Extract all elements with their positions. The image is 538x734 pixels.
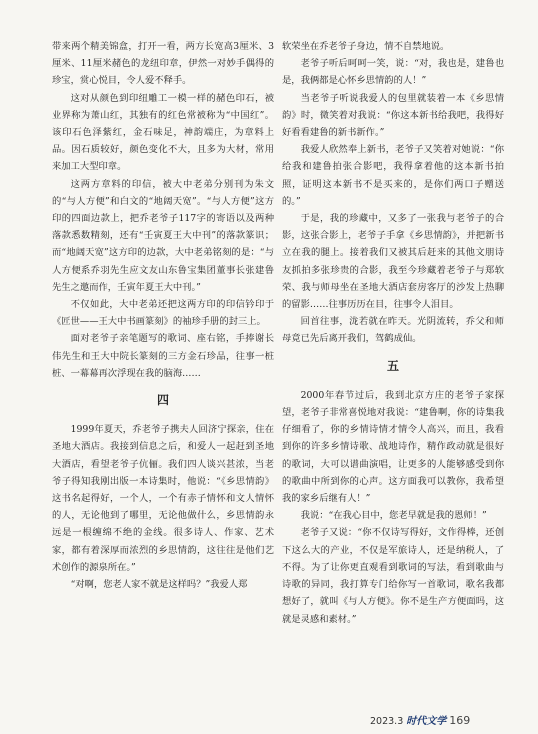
paragraph: 于是，我的珍藏中，又多了一张我与老爷子的合影，这张合影上，老爷子手拿《乡思情韵》，并把新书立在我的腿上。接着我们又被其后赶来的其他文朋诗友抓拍多张珍贵的合影，我至今珍藏着老爷子与郑软荣、我与师母坐在圣地大酒店套房客厅的沙发上热聊的留影……往事历历在目，往事令人泪目。 xyxy=(282,213,504,311)
left-column xyxy=(52,38,274,593)
magazine-title: 时代文学 xyxy=(406,716,447,727)
paragraph: 不仅如此，大中老弟还把这两方印的印信钤印于《匠世——王大中书画篆刻》的袖珍手册的封三上。 xyxy=(52,299,274,328)
paragraph: 我爱人欣然奉上新书，老爷子又笑着对她说：“你给我和建鲁拍张合影吧，我得拿着他的这本新书拍照，证明这本新书不是买来的，是你们两口子赠送的。” xyxy=(282,144,504,207)
paragraph: 这对从颜色到印纽雕工一模一样的赭色印石，被业界称为萧山红，其独有的红色常被称为“中国红”。该印石色泽紫红，金石味足，神韵端庄，为章料上品。因石质较好，颜色变化不大，且多为大材，常用来加工大型印章。 xyxy=(52,92,274,173)
section-heading-4: 四 xyxy=(156,393,169,408)
paragraph: 软荣坐在乔老爷子身边，情不自禁地说。 xyxy=(282,41,450,52)
paragraph: 面对老爷子亲笔题写的歌词、座右铭，手捧谢长伟先生和王大中院长篆刻的三方金石珍品，往事一桩桩、一幕幕再次浮现在我的脑海…… xyxy=(52,333,274,379)
paragraph: 老爷子又说：“你不仅诗写得好，文作得棒，还创下这么大的产业，不仅是军旅诗人，还是纳税人，了不得。为了让你更直观看到歌词的写法，看到歌曲与诗歌的异同，我打算专门给你写一首歌词，歌名我都想好了，就叫《与人方便》。你不是生产方便面吗，这就是灵感和素材。” xyxy=(282,527,504,625)
paragraph: 我说：“在我心目中，您老早就是我的恩师！” xyxy=(300,510,487,522)
paragraph: 回首往事，泷若就在昨天。光阴流转，乔父和师母竟已先后离开我们，驾鹤成仙。 xyxy=(282,316,504,345)
page-footer xyxy=(370,712,470,727)
page-number: 169 xyxy=(449,714,471,727)
section-heading-5: 五 xyxy=(386,358,399,373)
paragraph: 这两方章料的印信，被大中老弟分别刊为朱文的“与人方便”和白文的“地阔天宽”。“与人方便”这方印的四面边款上，把乔老爷子117字的寄语以及两种落款悉数精刻，还有“壬寅夏王大中刊”的落款篆识；而“地阔天宽”这方印的边款，大中老弟铭刻的是：“与人方便系乔羽先生应文友山东鲁宝集团董事长张建鲁先生之邀而作，壬寅年夏王大中刊。” xyxy=(52,178,274,293)
paragraph: “对啊，您老人家不就是这样吗？”我爱人郑 xyxy=(70,579,248,591)
paragraph: 1999年夏天，乔老爷子携夫人回济宁探亲，住在圣地大酒店。我接到信息之后，和爱人一起赶到圣地大酒店，看望老爷子伉俪。我们四人谈兴甚浓，当老爷子得知我刚出版一本诗集时，他说：“《乡思情韵》这书名起得好，一个人，一个有赤子情怀和文人情怀的人，无论他到了哪里，无论他做什么，乡思情韵永远是一根缠绵不绝的金线。很多诗人、作家、艺术家，都有着深厚而浓烈的乡思情韵，这往往是他们艺术创作的源泉所在。” xyxy=(52,424,274,573)
paragraph: 当老爷子听说我爱人的包里就装着一本《乡思情韵》时，微笑着对我说：“你这本新书给我吧，我得好好看看建鲁的新书新作。” xyxy=(282,92,504,139)
issue-number: 2023.3 xyxy=(370,716,404,727)
paragraph: 带来两个精美锦盒，打开一看，两方长宽高3厘米、3厘米、11厘米赭色的龙纽印章，伊然一对妙手偶得的珍宝，赏心悦目，令人爱不释手。 xyxy=(52,41,274,87)
paragraph: 2000年春节过后，我到北京方庄的老爷子家探望，老爷子非常喜悦地对我说：“建鲁啊，你的诗集我仔细看了，你的乡情诗情才情令人高兴，而且，我看到你的许多乡情诗歌、战地诗作，精作政动就是很好的歌词，大可以谱曲演唱，让更多的人能够感受到你的歌曲中所到你的心声。这方面我可以教你，我希望我的家乡后继有人！” xyxy=(282,389,504,505)
paragraph: 老爷子听后呵呵一笑，说：“对，我也是，建鲁也是，我俩都是心怀乡思情韵的人！” xyxy=(282,58,504,87)
right-column xyxy=(282,38,504,628)
